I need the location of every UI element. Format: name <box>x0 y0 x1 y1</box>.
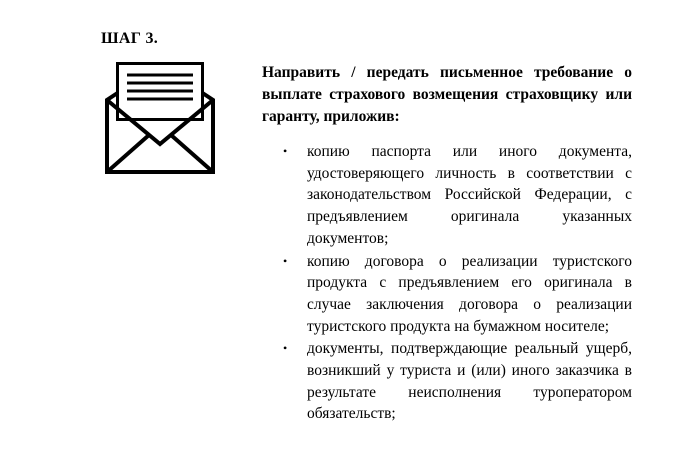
bullet-icon: • <box>283 144 288 158</box>
list-item-text: документы, подтверждающие реальный ущерб, возникший у туриста и (или) иного заказчика в результате неисполнения туроператором обязательств; <box>307 340 632 423</box>
list-item-text: копию паспорта или иного документа, удостоверяющего личность в соответствии с законодательством Российской Федерации, с предъявлением оригинала указанных документов; <box>307 143 632 247</box>
bullet-icon: • <box>283 253 288 268</box>
main-heading: Направить / передать письменное требование о выплате страхового возмещения страховщику или гаранту, приложив: <box>262 64 632 125</box>
envelope-with-letter-icon <box>104 62 216 174</box>
list-item <box>262 338 632 425</box>
list-item-text: копию договора о реализации туристского продукта с предъявлением его оригинала в случае заключения договора о реализации туристского продукта на бумажном носителе; <box>307 252 632 335</box>
bullet-icon: • <box>283 341 288 356</box>
list-item <box>262 141 632 250</box>
list-item <box>262 251 632 338</box>
requirements-list <box>262 141 632 426</box>
step-title: ШАГ 3. <box>101 30 159 47</box>
